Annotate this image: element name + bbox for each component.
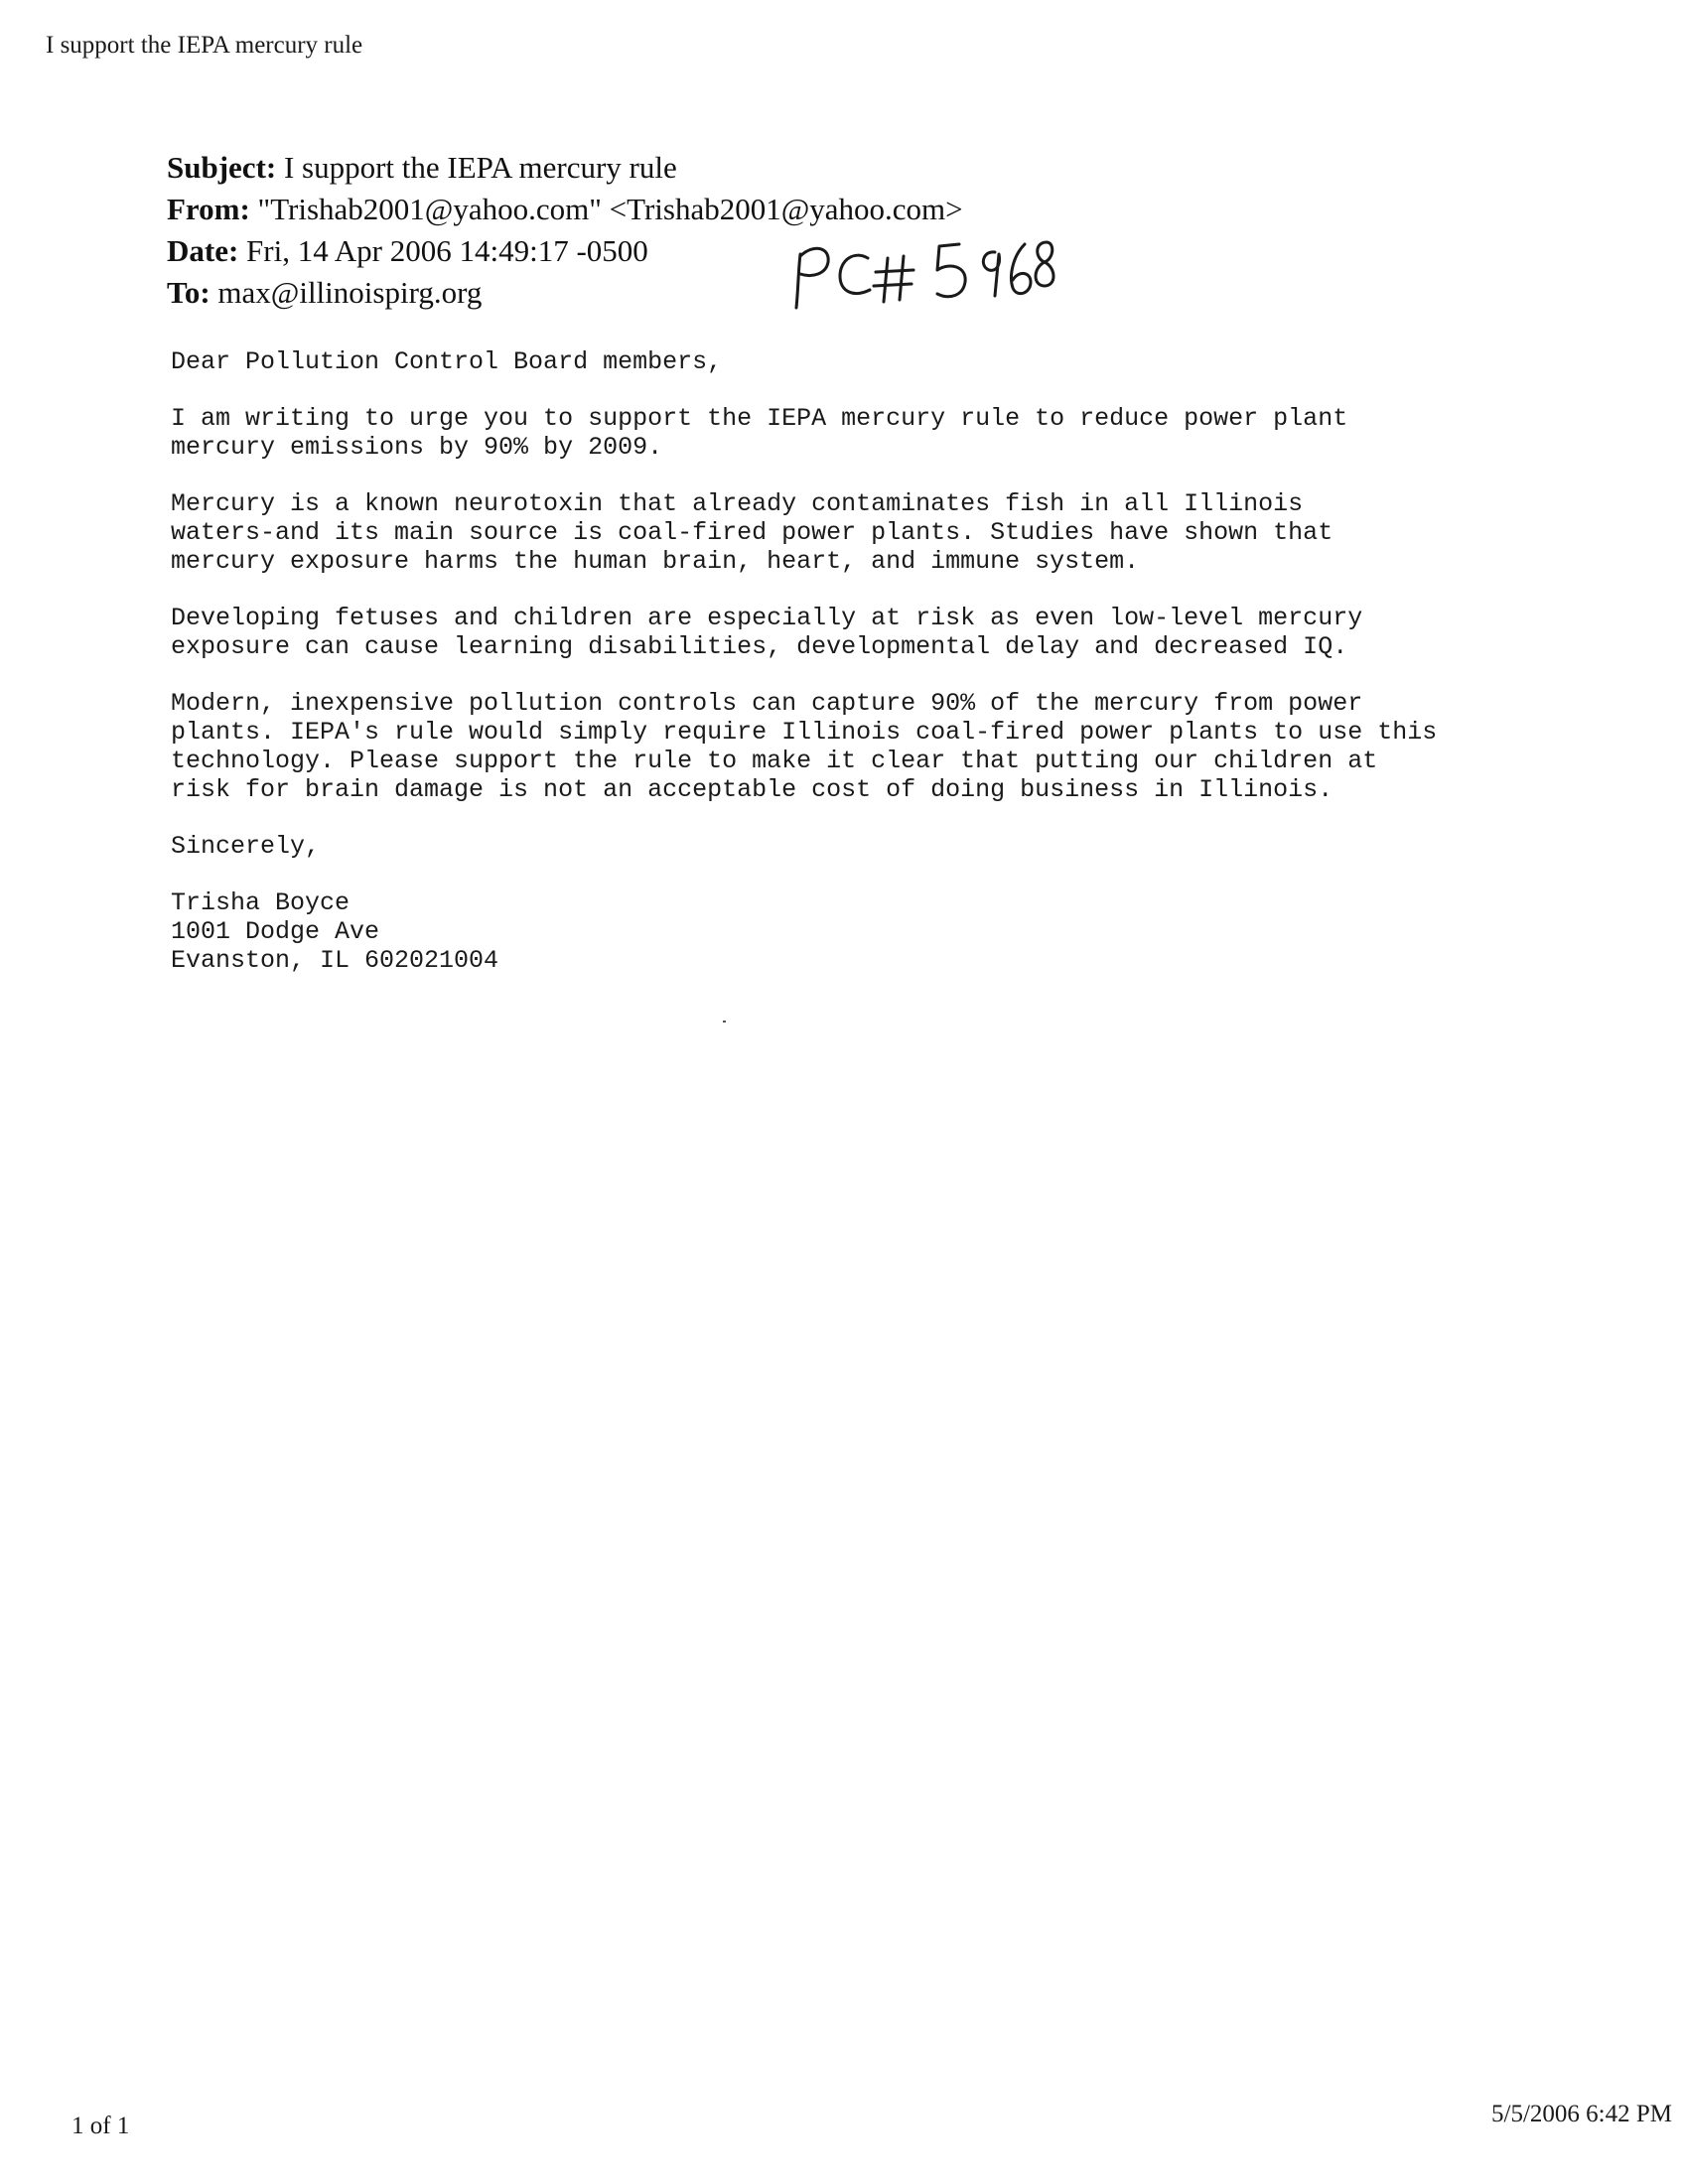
to-value: max@illinoispirg.org <box>217 275 483 310</box>
body-paragraph: Mercury is a known neurotoxin that already contaminates fish in all Illinois waters-and its main source is coal-fired power plants. Studies have shown that mercury exposure harms the human brain, heart, and immune system. <box>171 489 1333 576</box>
signature-city: Evanston, IL 602021004 <box>171 946 499 975</box>
from-value: "Trishab2001@yahoo.com" <Trishab2001@yahoo.com> <box>257 192 963 226</box>
handwritten-annotation <box>790 230 1058 320</box>
signature-block <box>171 888 1561 975</box>
date-label: Date: <box>167 233 239 268</box>
email-body <box>171 347 1561 975</box>
subject-value: I support the IEPA mercury rule <box>283 150 677 185</box>
from-row <box>167 189 963 230</box>
from-label: From: <box>167 192 250 226</box>
scan-speck <box>723 1021 726 1023</box>
subject-label: Subject: <box>167 150 277 185</box>
salutation: Dear Pollution Control Board members, <box>171 347 723 376</box>
subject-row <box>167 147 963 189</box>
signature-name: Trisha Boyce <box>171 888 351 917</box>
date-value: Fri, 14 Apr 2006 14:49:17 -0500 <box>246 233 648 268</box>
body-paragraph: Developing fetuses and children are especially at risk as even low-level mercury exposure can cause learning disabilities, developmental delay and decreased IQ. <box>171 604 1363 661</box>
signature-street: 1001 Dodge Ave <box>171 917 380 946</box>
print-header-title: I support the IEPA mercury rule <box>46 32 363 59</box>
body-paragraph: Modern, inexpensive pollution controls can capture 90% of the mercury from power plants. IEPA's rule would simply require Illinois coal-fired power plants to use this technology. Please support the rule to make it clear that putting our children at risk for brain damage is not an acceptable cost of doing business in Illinois. <box>171 689 1438 804</box>
closing: Sincerely, <box>171 832 321 861</box>
page-indicator: 1 of 1 <box>71 2113 130 2139</box>
body-paragraph: I am writing to urge you to support the IEPA mercury rule to reduce power plant mercury emissions by 90% by 2009. <box>171 404 1348 462</box>
to-label: To: <box>167 275 210 310</box>
printed-timestamp: 5/5/2006 6:42 PM <box>1491 2101 1672 2127</box>
